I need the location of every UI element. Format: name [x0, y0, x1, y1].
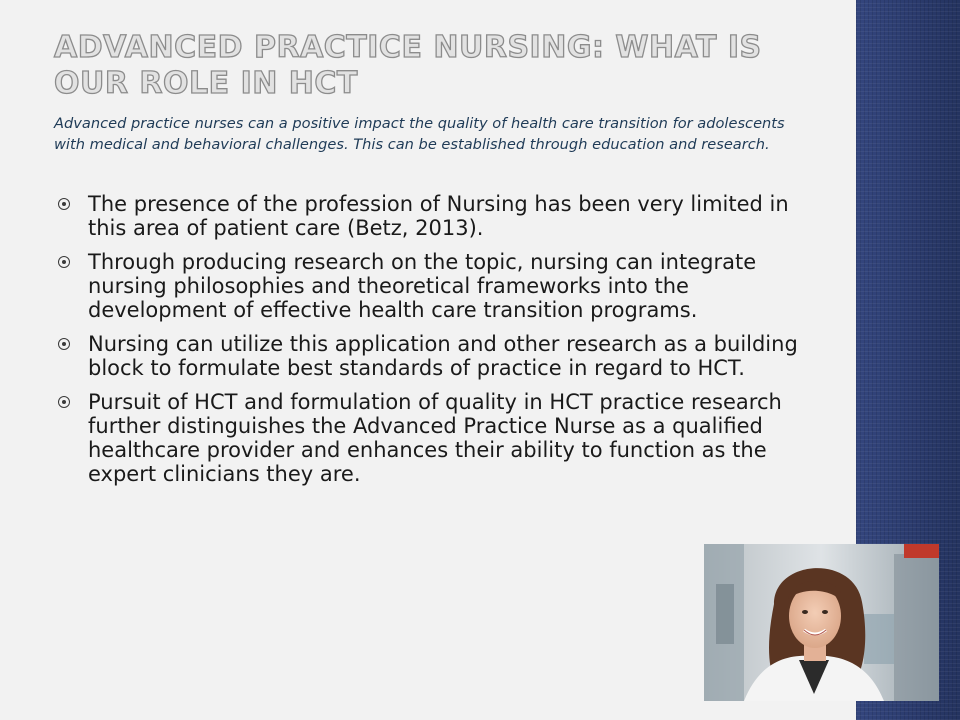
circled-dot-icon — [58, 396, 70, 408]
nurse-portrait-photo — [704, 544, 939, 701]
slide-title-line-2: OUR ROLE IN HCT — [54, 66, 358, 101]
circled-dot-icon — [58, 338, 70, 350]
bullet-text: Pursuit of HCT and formulation of quality in HCT practice research further distinguishes the Advanced Practice Nurse as a qualified healthcare provider and enhances their ability to function as the expert clinicians they are. — [88, 390, 782, 486]
bullet-item — [58, 192, 808, 240]
bullet-item — [58, 390, 808, 486]
bullet-item — [58, 250, 808, 322]
circled-dot-icon — [58, 198, 70, 210]
bullet-text: Nursing can utilize this application and other research as a building block to formulate best standards of practice in regard to HCT. — [88, 332, 798, 380]
slide-subtitle: Advanced practice nurses can a positive impact the quality of health care transition for adolescents with medical and behavioral challenges. This can be established through education and research. — [54, 115, 785, 153]
bullet-text: The presence of the profession of Nursing has been very limited in this area of patient care (Betz, 2013). — [88, 192, 789, 240]
bullet-list — [58, 192, 808, 496]
slide-title-line-1: ADVANCED PRACTICE NURSING: WHAT IS — [54, 30, 762, 65]
slide-title — [54, 30, 814, 102]
bullet-item — [58, 332, 808, 380]
circled-dot-icon — [58, 256, 70, 268]
bullet-text: Through producing research on the topic, nursing can integrate nursing philosophies and theoretical frameworks into the development of effective health care transition programs. — [88, 250, 757, 322]
